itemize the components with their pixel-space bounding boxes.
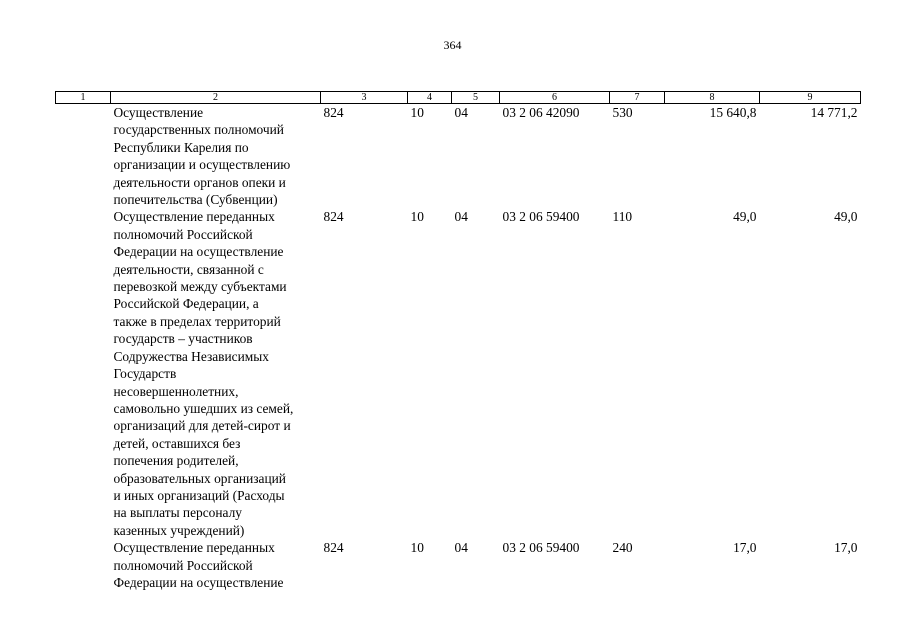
cell-col3: 824 [323,209,344,225]
description-line: организаций для детей-сирот и [113,418,291,434]
cell-col4: 10 [410,540,424,556]
description-line: Содружества Независимых [113,348,269,364]
cell-col7: 110 [612,209,633,225]
cell-col4: 10 [410,209,424,225]
column-header-8: 8 [665,92,760,104]
description-line: попечения родителей, [113,453,239,469]
column-header-2: 2 [111,92,321,104]
budget-table [55,91,861,591]
cell-col6: 03 2 06 59400 [502,209,580,225]
cell-description [111,104,321,209]
cell-col9: 17,0 [834,540,858,556]
description-line: деятельности, связанной с [113,261,264,277]
page-number: 364 [443,38,462,52]
cell-col1 [56,208,111,539]
cell-col3: 824 [323,105,344,120]
description-line: государственных полномочий [113,122,284,138]
cell-col5: 04 [454,540,468,556]
description-line: несовершеннолетних, [113,383,239,399]
description-line: Федерации на осуществление [113,244,284,260]
cell-col4: 10 [410,105,424,120]
description-line: попечительства (Субвенции) [113,192,278,208]
cell-col7: 240 [612,540,633,556]
description-line: на выплаты персоналу [113,505,242,521]
column-header-5: 5 [452,92,500,104]
cell-description [111,539,321,591]
table-row [56,539,861,591]
cell-col6: 03 2 06 42090 [502,105,580,120]
cell-description [111,208,321,539]
description-line: Осуществление [113,105,204,120]
description-line: Республики Карелия по [113,139,249,155]
description-line: Осуществление переданных [113,209,275,225]
cell-col5: 04 [454,105,468,120]
description-line: Российской Федерации, а [113,296,259,312]
cell-col1 [56,104,111,209]
description-line: казенных учреждений) [113,522,245,538]
description-line: полномочий Российской [113,226,253,242]
description-line: самовольно ушедших из семей, [113,400,294,416]
cell-col1 [56,539,111,591]
column-header-9: 9 [760,92,861,104]
description-line: организации и осуществлению [113,157,291,173]
description-line: детей, оставшихся без [113,435,241,451]
table-row [56,104,861,209]
description-line: полномочий Российской [113,557,253,573]
description-line: образовательных организаций [113,470,286,486]
description-line: Федерации на осуществление [113,574,284,590]
cell-col6: 03 2 06 59400 [502,540,580,556]
description-line: также в пределах территорий [113,313,281,329]
column-header-7: 7 [610,92,665,104]
cell-col9: 49,0 [834,209,858,225]
cell-col8: 17,0 [733,540,757,556]
cell-col9: 14 771,2 [810,105,858,120]
description-line: государств – участников [113,331,253,347]
cell-col8: 49,0 [733,209,757,225]
table-header-row [56,92,861,104]
cell-col3: 824 [323,540,344,556]
column-header-6: 6 [500,92,610,104]
cell-col8: 15 640,8 [709,105,757,120]
cell-col5: 04 [454,209,468,225]
column-header-4: 4 [408,92,452,104]
column-header-3: 3 [321,92,408,104]
cell-col7: 530 [612,105,633,120]
table-row [56,208,861,539]
description-line: деятельности органов опеки и [113,174,286,190]
description-line: Осуществление переданных [113,540,275,556]
description-line: и иных организаций (Расходы [113,487,285,503]
description-line: перевозкой между субъектами [113,279,287,295]
column-header-1: 1 [56,92,111,104]
description-line: Государств [113,366,177,382]
